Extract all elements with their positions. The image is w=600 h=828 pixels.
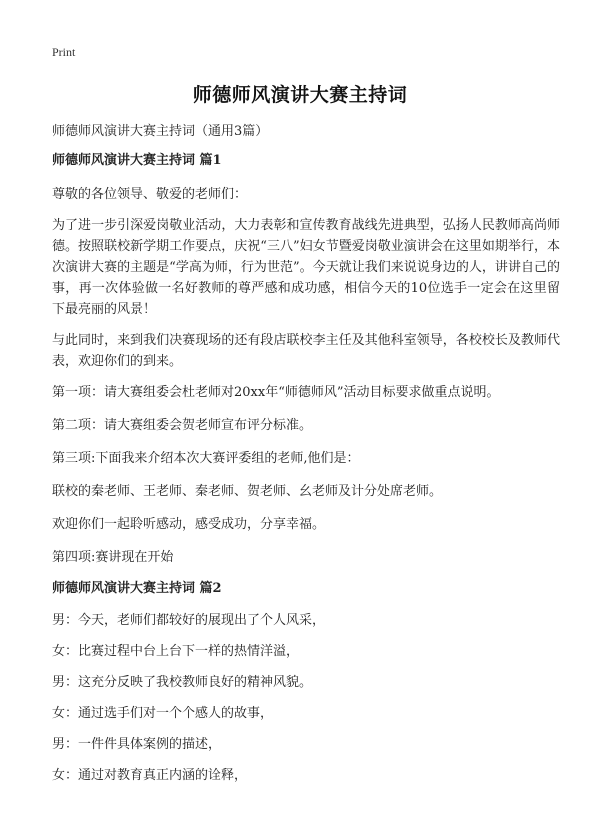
- section-heading: 师德师风演讲大赛主持词 篇1: [52, 153, 222, 168]
- page-subtitle: 师德师风演讲大赛主持词（通用3篇）: [52, 124, 269, 139]
- article-body: [52, 152, 560, 798]
- paragraph: 第二项：请大赛组委会贺老师宣布评分标准。: [52, 418, 313, 433]
- dialog-line: 男：今天，老师们都较好的展现出了个人风采，: [52, 613, 326, 628]
- paragraph: 为了进一步引深爱岗敬业活动，大力表彰和宣传教育战线先进典型，弘扬人民教师高尚师德。按照联校新学期工作要点，庆祝“三八”妇女节暨爱岗敬业演讲会在这里如期举行，本次演讲大赛的主题是“学高为师，行为世范”。今天就让我们来说说身边的人，讲讲自己的事，再一次体验做一名好教师的尊严感和成功感，相信今天的10位选手一定会在这里留下最亮丽的风景！: [52, 218, 560, 317]
- paragraph: 与此同时，来到我们决赛现场的还有段店联校李主任及其他科室领导，各校校长及教师代表，欢迎你们的到来。: [52, 333, 560, 369]
- dialog-line: 女：通过对教育真正内涵的诠释，: [52, 768, 248, 783]
- dialog-line: 男：这充分反映了我校教师良好的精神风貌。: [52, 675, 313, 690]
- paragraph: 联校的秦老师、王老师、秦老师、贺老师、幺老师及计分处席老师。: [52, 484, 443, 499]
- section-heading: 师德师风演讲大赛主持词 篇2: [52, 581, 222, 596]
- page-title: 师德师风演讲大赛主持词: [192, 84, 408, 106]
- paragraph: 欢迎你们一起聆听感动，感受成功，分享幸福。: [52, 517, 326, 532]
- dialog-line: 女：通过选手们对一个个感人的故事，: [52, 706, 274, 721]
- paragraph: 第四项:赛讲现在开始: [52, 550, 174, 565]
- dialog-line: 女：比赛过程中台上台下一样的热情洋溢，: [52, 644, 300, 659]
- dialog-line: 男：一件件具体案例的描述，: [52, 737, 222, 752]
- paragraph: 尊敬的各位领导、敬爱的老师们：: [52, 187, 248, 202]
- print-link[interactable]: Print: [52, 45, 76, 59]
- paragraph: 第三项:下面我来介绍本次大赛评委组的老师,他们是：: [52, 451, 360, 466]
- paragraph: 第一项：请大赛组委会杜老师对20xx年“师德师风”活动目标要求做重点说明。: [52, 385, 500, 400]
